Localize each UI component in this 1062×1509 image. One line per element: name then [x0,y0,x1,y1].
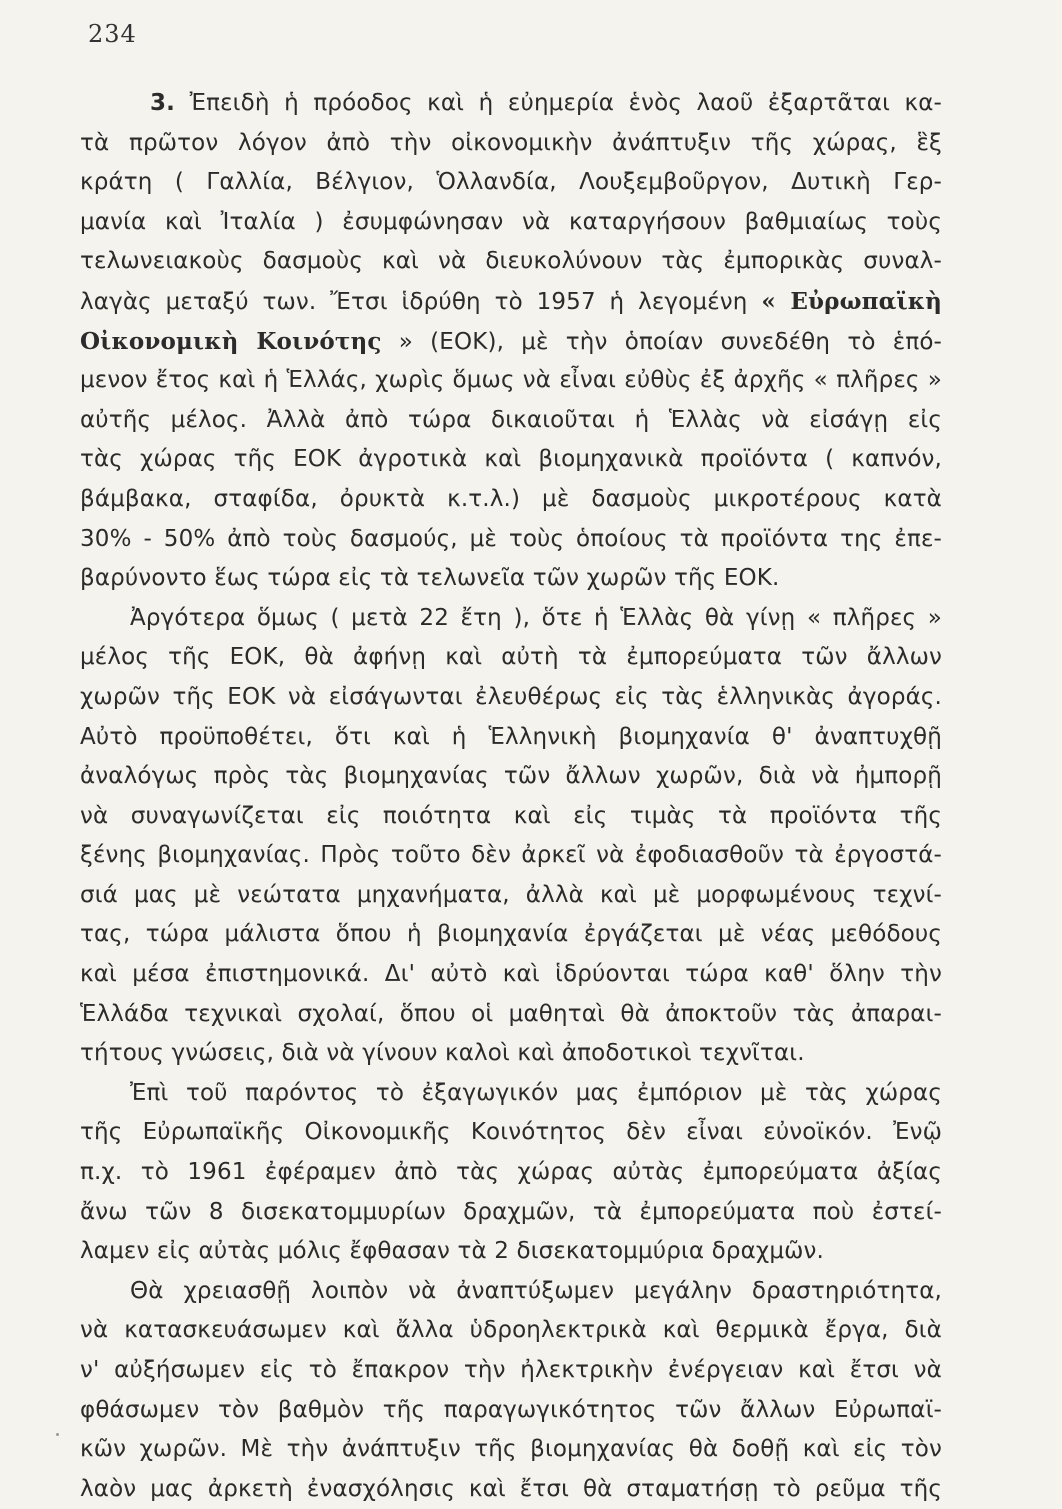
bold-term: « Εὐρωπαϊκὴ [761,287,942,315]
text-line: βάμβακα, σταφίδα, ὀρυκτὰ κ.τ.λ.) μὲ δασμοὺς μικροτέρους κατὰ [80,485,942,512]
text-line: σιά μας μὲ νεώτατα μηχανήματα, ἀλλὰ καὶ μὲ μορφωμένους τεχνί- [80,881,942,908]
page-number: 234 [88,20,137,48]
text-line: π.χ. τὸ 1961 ἐφέραμεν ἀπὸ τὰς χώρας αὐτὰς ἐμπορεύματα ἀξίας [80,1159,942,1186]
text-line: ξένης βιομηχανίας. Πρὸς τοῦτο δὲν ἀρκεῖ νὰ ἐφοδιασθοῦν τὰ ἐργοστά- [80,842,942,869]
text-line: Ἐπὶ τοῦ παρόντος τὸ ἐξαγωγικόν μας ἐμπόριον μὲ τὰς χώρας [130,1079,942,1106]
text-line: τῆς Εὐρωπαϊκῆς Οἰκονομικῆς Κοινότητος δὲν εἶναι εὐνοϊκόν. Ἐνῷ [80,1119,942,1146]
text-line: 30% - 50% ἀπὸ τοὺς δασμούς, μὲ τοὺς ὁποίους τὰ προϊόντα της ἐπε- [80,525,942,552]
text-line: βαρύνοντο ἕως τώρα εἰς τὰ τελωνεῖα τῶν χωρῶν τῆς ΕΟΚ. [80,565,780,592]
text-line: αὐτῆς μέλος. Ἀλλὰ ἀπὸ τώρα δικαιοῦται ἡ Ἑλλὰς νὰ εἰσάγῃ εἰς [80,406,942,433]
paper-speck [56,1433,59,1436]
text-line: λαὸν μας ἀρκετὴ ἐνασχόλησις καὶ ἔτσι θὰ σταματήσῃ τὸ ρεῦμα τῆς [80,1475,942,1502]
text-line: ἄνω τῶν 8 δισεκατομμυρίων δραχμῶν, τὰ ἐμπορεύματα ποὺ ἐστεί- [80,1198,942,1225]
text-line: κράτη ( Γαλλία, Βέλγιον, Ὁλλανδία, Λουξεμβοῦργον, Δυτικὴ Γερ- [80,169,942,196]
text-line: Ἀργότερα ὅμως ( μετὰ 22 ἔτη ), ὅτε ἡ Ἑλλὰς θὰ γίνῃ « πλῆρες » [130,604,942,631]
text-line: χωρῶν τῆς ΕΟΚ νὰ εἰσάγωνται ἐλευθέρως εἰς τὰς ἑλληνικὰς ἀγοράς. [80,683,942,710]
text-line: κῶν χωρῶν. Μὲ τὴν ἀνάπτυξιν τῆς βιομηχανίας θὰ δοθῇ καὶ εἰς τὸν [80,1436,942,1463]
text-line: Οἰκονομικὴ Κοινότης » (ΕΟΚ), μὲ τὴν ὁποίαν συνεδέθη τὸ ἑπό- [80,327,942,355]
text-line: φθάσωμεν τὸν βαθμὸν τῆς παραγωγικότητος τῶν ἄλλων Εὐρωπαϊ- [80,1396,942,1423]
text-line: μενον ἔτος καὶ ἡ Ἑλλάς, χωρὶς ὅμως νὰ εἶναι εὐθὺς ἐξ ἀρχῆς « πλῆρες » [80,367,942,394]
text-line: μέλος τῆς ΕΟΚ, θὰ ἀφήνῃ καὶ αὐτὴ τὰ ἐμπορεύματα τῶν ἄλλων [80,644,942,671]
text-line: 3. Ἐπειδὴ ἡ πρόοδος καὶ ἡ εὐημερία ἑνὸς λαοῦ ἐξαρτᾶται κα- [150,90,943,116]
text-line: νὰ συναγωνίζεται εἰς ποιότητα καὶ εἰς τιμὰς τὰ προϊόντα τῆς [80,802,942,829]
text-line: τὰ πρῶτον λόγον ἀπὸ τὴν οἰκονομικὴν ἀνάπτυξιν τῆς χώρας, ἓξ [80,129,942,156]
text-line: Αὐτὸ προϋποθέτει, ὅτι καὶ ἡ Ἑλληνικὴ βιομηχανία θ' ἀναπτυχθῇ [80,723,942,750]
text-line: τας, τώρα μάλιστα ὅπου ἡ βιομηχανία ἐργάζεται μὲ νέας μεθόδους [80,921,942,948]
text-line: λαμεν εἰς αὐτὰς μόλις ἔφθασαν τὰ 2 δισεκατομμύρια δραχμῶν. [80,1238,825,1265]
text-line: λαγὰς μεταξύ των. Ἔτσι ἱδρύθη τὸ 1957 ἡ λεγομένη « Εὐρωπαϊκὴ [80,287,942,315]
text-line: τελωνειακοὺς δασμοὺς καὶ νὰ διευκολύνουν τὰς ἐμπορικὰς συναλ- [80,248,942,275]
text-line: Ἑλλάδα τεχνικαὶ σχολαί, ὅπου οἱ μαθηταὶ θὰ ἀποκτοῦν τὰς ἀπαραι- [80,1000,942,1027]
text-line: μανία καὶ Ἰταλία ) ἐσυμφώνησαν νὰ καταργήσουν βαθμιαίως τοὺς [80,208,942,235]
bold-term: Οἰκονομικὴ Κοινότης [80,327,382,355]
text-line: νὰ κατασκευάσωμεν καὶ ἄλλα ὑδροηλεκτρικὰ καὶ θερμικὰ ἔργα, διὰ [80,1317,942,1344]
section-number: 3. [150,90,176,116]
text-line: ν' αὐξήσωμεν εἰς τὸ ἔπακρον τὴν ἠλεκτρικὴν ἐνέργειαν καὶ ἔτσι νὰ [80,1357,942,1383]
text-line: καὶ μέσα ἐπιστημονικά. Δι' αὐτὸ καὶ ἱδρύονται τώρα καθ' ὅλην τὴν [80,961,942,988]
text-line: τήτους γνώσεις, διὰ νὰ γίνουν καλοὶ καὶ ἀποδοτικοὶ τεχνῖται. [80,1040,805,1067]
body-text [80,84,942,1509]
text-line: Θὰ χρειασθῇ λοιπὸν νὰ ἀναπτύξωμεν μεγάλην δραστηριότητα, [130,1277,942,1304]
text-line: ἀναλόγως πρὸς τὰς βιομηχανίας τῶν ἄλλων χωρῶν, διὰ νὰ ἠμπορῇ [80,763,942,790]
text-line: τὰς χώρας τῆς ΕΟΚ ἀγροτικὰ καὶ βιομηχανικὰ προϊόντα ( καπνόν, [80,446,942,473]
